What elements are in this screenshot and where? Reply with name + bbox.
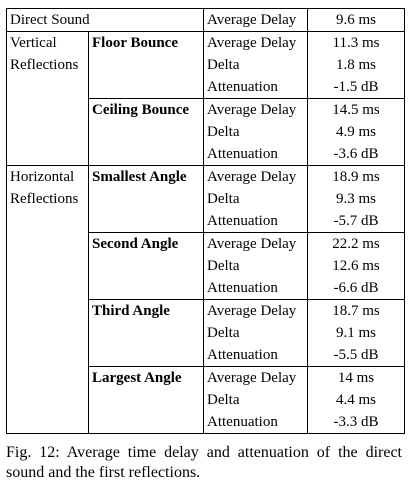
metric-value: 9.3 ms [308, 188, 405, 210]
sub-label-largest-angle: Largest Angle [89, 367, 204, 434]
metric-value: 14 ms [308, 367, 405, 390]
reflection-table-container [6, 8, 406, 434]
metric-label: Delta [204, 121, 308, 143]
metric-label: Attenuation [204, 76, 308, 99]
metric-label: Attenuation [204, 344, 308, 367]
metric-label: Attenuation [204, 210, 308, 233]
table-row-direct-sound [7, 9, 405, 32]
table-row [7, 32, 405, 55]
metric-value: 9.1 ms [308, 322, 405, 344]
group-label-vertical: Vertical Reflections [7, 32, 89, 166]
metric-label: Delta [204, 54, 308, 76]
metric-value: 18.9 ms [308, 166, 405, 189]
metric-label: Average Delay [204, 32, 308, 55]
metric-label: Delta [204, 255, 308, 277]
metric-value: -5.7 dB [308, 210, 405, 233]
metric-label: Average Delay [204, 300, 308, 323]
metric-value: -5.5 dB [308, 344, 405, 367]
metric-label: Average Delay [204, 367, 308, 390]
sub-label-smallest-angle: Smallest Angle [89, 166, 204, 233]
metric-label: Average Delay [204, 233, 308, 256]
metric-label: Delta [204, 389, 308, 411]
direct-sound-metric: Average Delay [204, 9, 308, 32]
reflection-table-body [7, 9, 405, 434]
metric-value: 1.8 ms [308, 54, 405, 76]
sub-label-floor-bounce: Floor Bounce [89, 32, 204, 99]
direct-sound-label: Direct Sound [7, 9, 204, 32]
metric-value: 18.7 ms [308, 300, 405, 323]
metric-value: 4.4 ms [308, 389, 405, 411]
metric-value: 12.6 ms [308, 255, 405, 277]
sub-label-second-angle: Second Angle [89, 233, 204, 300]
figure-caption: Fig. 12: Average time delay and attenuation of the direct sound and the first reflections. [6, 444, 402, 481]
metric-value: -6.6 dB [308, 277, 405, 300]
metric-label: Average Delay [204, 99, 308, 122]
sub-label-third-angle: Third Angle [89, 300, 204, 367]
metric-value: 11.3 ms [308, 32, 405, 55]
sub-label-ceiling-bounce: Ceiling Bounce [89, 99, 204, 166]
direct-sound-value: 9.6 ms [308, 9, 405, 32]
metric-label: Attenuation [204, 411, 308, 434]
metric-value: 14.5 ms [308, 99, 405, 122]
metric-value: -3.3 dB [308, 411, 405, 434]
metric-label: Delta [204, 322, 308, 344]
metric-value: 22.2 ms [308, 233, 405, 256]
metric-label: Delta [204, 188, 308, 210]
table-row [7, 166, 405, 189]
group-label-horizontal: Horizontal Reflections [7, 166, 89, 434]
metric-label: Attenuation [204, 143, 308, 166]
reflection-table [6, 8, 405, 434]
metric-label: Attenuation [204, 277, 308, 300]
metric-value: -1.5 dB [308, 76, 405, 99]
metric-value: 4.9 ms [308, 121, 405, 143]
metric-label: Average Delay [204, 166, 308, 189]
metric-value: -3.6 dB [308, 143, 405, 166]
